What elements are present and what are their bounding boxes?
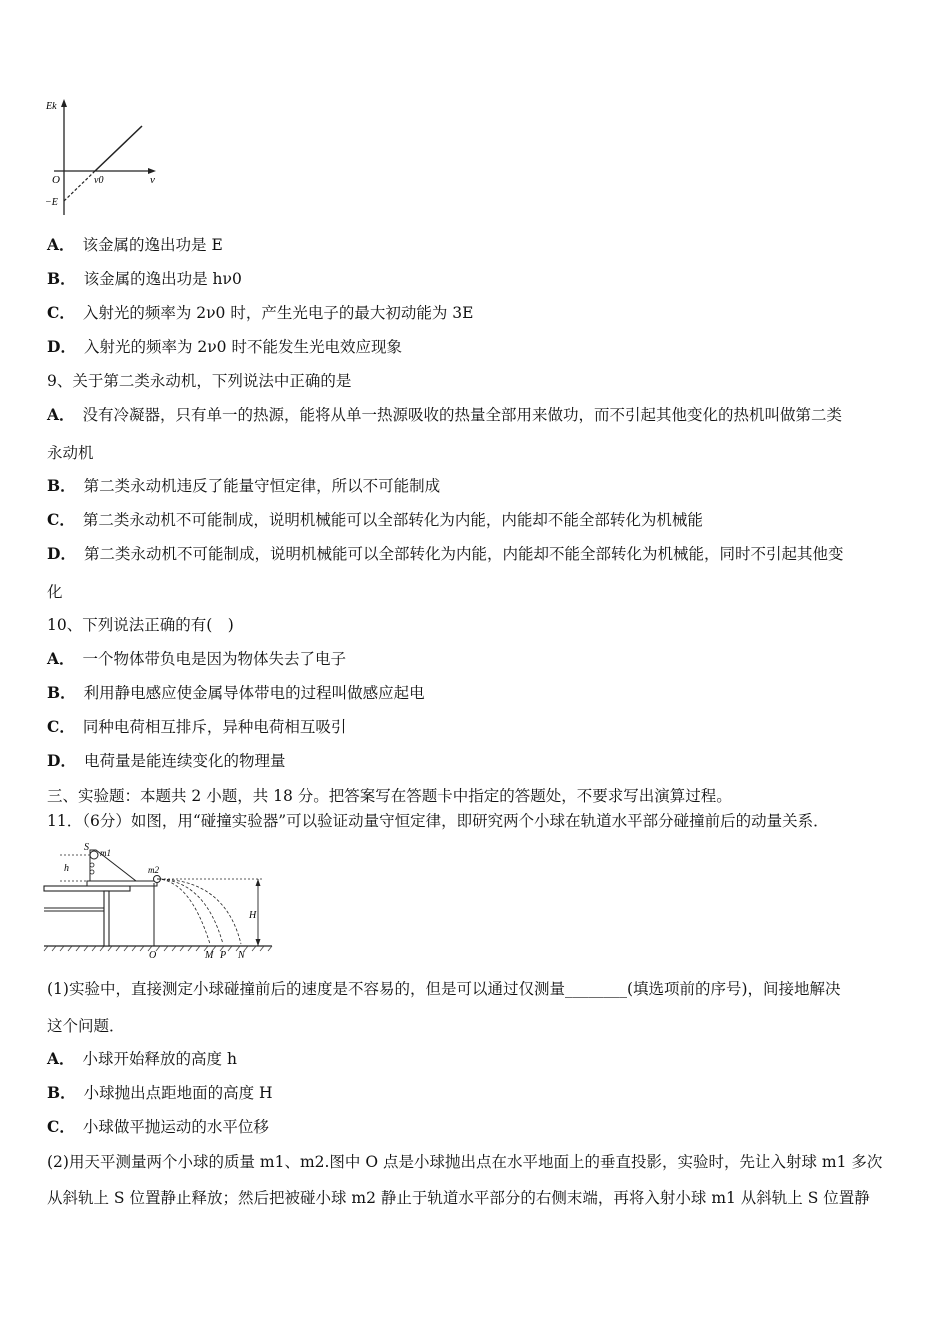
option-label: D． bbox=[47, 544, 76, 563]
option-label: C． bbox=[47, 1117, 75, 1136]
option-label: C． bbox=[47, 303, 75, 322]
q8-option-b bbox=[47, 269, 910, 289]
option-text: 该金属的逸出功是 hν0 bbox=[83, 270, 242, 288]
option-text: 该金属的逸出功是 E bbox=[82, 236, 223, 254]
option-label: D． bbox=[47, 337, 76, 356]
y-axis-label: Ek bbox=[46, 101, 57, 112]
ramp-mark-1 bbox=[90, 863, 94, 867]
ball-m1 bbox=[90, 851, 98, 859]
q11-sub1-option-c bbox=[47, 1117, 910, 1137]
q8-option-d bbox=[47, 337, 910, 357]
q11-sub1-line2: 这个问题． bbox=[47, 1017, 125, 1035]
label-n: N bbox=[238, 950, 245, 958]
table-top bbox=[44, 886, 130, 891]
q10-option-c bbox=[47, 717, 910, 737]
label-p: P bbox=[220, 950, 227, 958]
option-text: 小球做平抛运动的水平位移 bbox=[82, 1118, 269, 1136]
option-label: A． bbox=[47, 649, 75, 668]
q11-sub1-option-b bbox=[47, 1083, 910, 1103]
option-text: 小球开始释放的高度 h bbox=[82, 1050, 237, 1068]
H-arrow-top bbox=[256, 879, 261, 886]
option-text: 一个物体带负电是因为物体失去了电子 bbox=[82, 650, 347, 668]
q10-stem: 10、下列说法正确的有( ) bbox=[47, 616, 234, 634]
option-text: 第二类永动机不可能制成，说明机械能可以全部转化为内能，内能却不能全部转化为机械能，同时不引起其他变 bbox=[83, 545, 844, 563]
option-text: 第二类永动机违反了能量守恒定律，所以不可能制成 bbox=[83, 477, 441, 495]
ramp-mark-2 bbox=[90, 870, 94, 874]
y-axis-arrow bbox=[61, 99, 67, 107]
collision-apparatus-figure bbox=[40, 838, 280, 958]
label-o: O bbox=[149, 950, 157, 958]
option-label: D． bbox=[47, 751, 76, 770]
option-label: C． bbox=[47, 510, 75, 529]
q11-sub2-line1: (2)用天平测量两个小球的质量 m1、m2.图中 O 点是小球抛出点在水平地面上的垂直投影，实验时，先让入射球 m1 多次 bbox=[47, 1153, 883, 1171]
option-label: A． bbox=[47, 1049, 75, 1068]
q8-option-a bbox=[47, 235, 910, 255]
option-label: A． bbox=[47, 405, 75, 424]
option-text: 电荷量是能连续变化的物理量 bbox=[83, 752, 286, 770]
label-m2: m2 bbox=[148, 865, 159, 875]
option-text: 同种电荷相互排斥，异种电荷相互吸引 bbox=[82, 718, 347, 736]
option-label: C． bbox=[47, 717, 75, 736]
label-m1: m1 bbox=[100, 848, 111, 858]
option-text: 入射光的频率为 2ν0 时，产生光电子的最大初动能为 3E bbox=[82, 304, 474, 322]
label-H: H bbox=[249, 910, 257, 921]
q9-stem: 9、关于第二类永动机，下列说法中正确的是 bbox=[47, 372, 352, 390]
q11-stem: 11．（6分）如图，用“碰撞实验器”可以验证动量守恒定律，即研究两个小球在轨道水平部分碰撞前后的动量关系． bbox=[47, 812, 829, 830]
q9-option-a bbox=[47, 405, 910, 425]
section-3-heading: 三、实验题：本题共 2 小题，共 18 分。把答案写在答题卡中指定的答题处，不要求写出演算过程。 bbox=[47, 787, 732, 805]
option-text: 利用静电感应使金属导体带电的过程叫做感应起电 bbox=[83, 684, 425, 702]
option-label: B． bbox=[47, 1083, 76, 1102]
q11-sub1-option-a bbox=[47, 1049, 910, 1069]
x-axis-label: ν bbox=[150, 174, 155, 186]
q9-option-c bbox=[47, 510, 910, 530]
q9-option-a-cont: 永动机 bbox=[47, 444, 94, 462]
option-text: 入射光的频率为 2ν0 时不能发生光电效应现象 bbox=[83, 338, 402, 356]
option-label: A． bbox=[47, 235, 75, 254]
ek-nu-graph bbox=[40, 95, 170, 220]
table-leg bbox=[104, 891, 109, 946]
label-s: S bbox=[84, 842, 89, 853]
H-arrow-bottom bbox=[256, 939, 261, 946]
ek-line-dashed bbox=[64, 171, 95, 201]
q10-option-b bbox=[47, 683, 910, 703]
label-m: M bbox=[205, 950, 214, 958]
q9-option-d-cont: 化 bbox=[47, 583, 63, 601]
label-h: h bbox=[64, 863, 69, 874]
option-label: B． bbox=[47, 269, 76, 288]
q10-option-a bbox=[47, 649, 910, 669]
option-label: B． bbox=[47, 683, 76, 702]
q10-option-d bbox=[47, 751, 910, 771]
option-label: B． bbox=[47, 476, 76, 495]
option-text: 小球抛出点距地面的高度 H bbox=[83, 1084, 273, 1102]
q9-option-b bbox=[47, 476, 910, 496]
trajectory-p bbox=[157, 879, 223, 944]
trajectory-n bbox=[157, 879, 241, 944]
origin-label: O bbox=[52, 174, 60, 186]
option-text: 没有冷凝器，只有单一的热源，能将从单一热源吸收的热量全部用来做功，而不引起其他变化的热机叫做第二类 bbox=[82, 406, 843, 424]
track-base bbox=[87, 881, 157, 886]
option-text: 第二类永动机不可能制成，说明机械能可以全部转化为内能，内能却不能全部转化为机械能 bbox=[82, 511, 703, 529]
q11-sub1-line1: (1)实验中，直接测定小球碰撞前后的速度是不容易的，但是可以通过仅测量________(填选项前的序号)，间接地解决 bbox=[47, 980, 841, 998]
y-intercept-label: −E bbox=[45, 197, 58, 208]
q11-sub2-line2: 从斜轨上 S 位置静止释放；然后把被碰小球 m2 静止于轨道水平部分的右侧末端，再将入射小球 m1 从斜轨上 S 位置静 bbox=[47, 1189, 870, 1207]
q9-option-d bbox=[47, 544, 910, 564]
x-intercept-label: ν0 bbox=[94, 175, 104, 186]
q8-option-c bbox=[47, 303, 910, 323]
ek-line-solid bbox=[95, 126, 142, 171]
